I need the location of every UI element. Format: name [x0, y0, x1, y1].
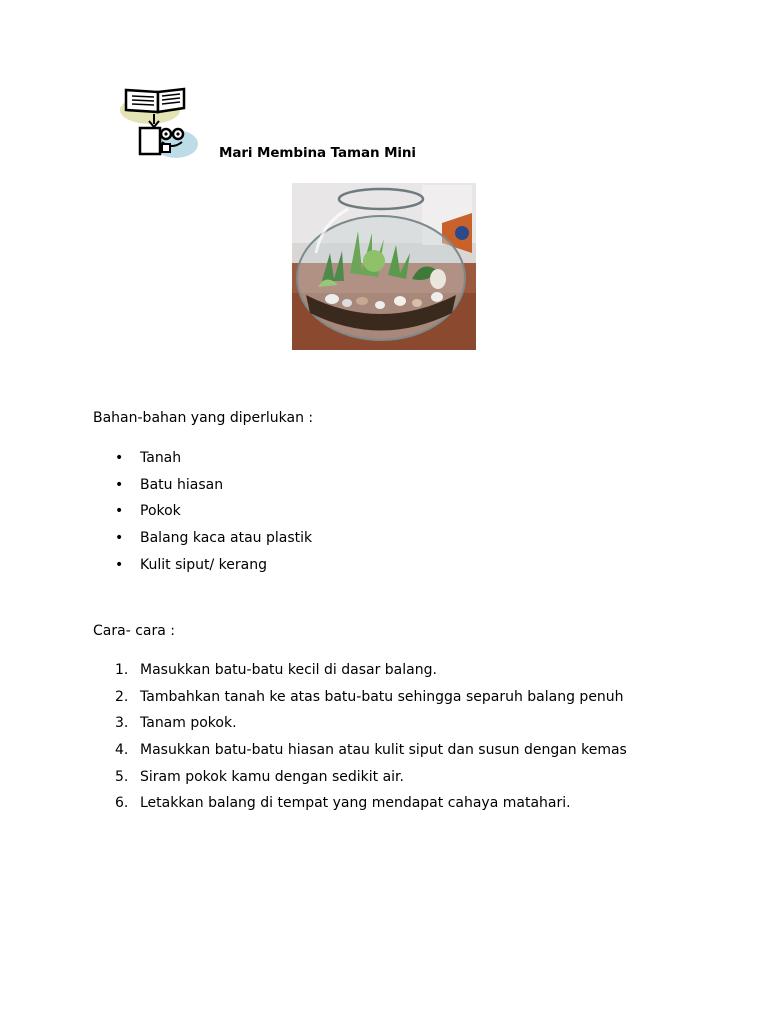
step-text: Masukkan batu-batu hiasan atau kulit siput dan susun dengan kemas	[140, 742, 627, 759]
materials-list	[140, 447, 312, 580]
book-reader-icon	[118, 84, 202, 162]
step-number: 6.	[115, 795, 129, 812]
list-item: • Tanah	[140, 447, 312, 474]
list-item	[115, 739, 627, 766]
list-item: • Batu hiasan	[140, 474, 312, 501]
page-title: Mari Membina Taman Mini	[219, 145, 416, 161]
list-item	[115, 686, 627, 713]
step-text: Masukkan batu-batu kecil di dasar balang.	[140, 662, 437, 678]
list-item	[115, 712, 627, 739]
materials-heading: Bahan-bahan yang diperlukan :	[93, 410, 314, 426]
step-number: 1.	[115, 662, 129, 678]
list-item: • Balang kaca atau plastik	[140, 527, 312, 554]
list-item: • Pokok	[140, 500, 312, 527]
step-text: Tanam pokok.	[140, 715, 237, 732]
step-number: 5.	[115, 768, 129, 785]
step-number: 2.	[115, 688, 129, 705]
steps-list	[115, 659, 627, 819]
list-item	[115, 766, 627, 793]
step-text: Letakkan balang di tempat yang mendapat cahaya matahari.	[140, 795, 571, 812]
list-item	[115, 792, 627, 819]
steps-heading: Cara- cara :	[93, 623, 175, 639]
step-number: 4.	[115, 742, 129, 759]
terrarium-photo	[292, 183, 476, 350]
list-item	[115, 659, 627, 686]
step-text: Tambahkan tanah ke atas batu-batu sehingga separuh balang penuh	[140, 688, 624, 705]
step-number: 3.	[115, 715, 129, 732]
list-item: • Kulit siput/ kerang	[140, 554, 312, 581]
step-text: Siram pokok kamu dengan sedikit air.	[140, 768, 404, 785]
